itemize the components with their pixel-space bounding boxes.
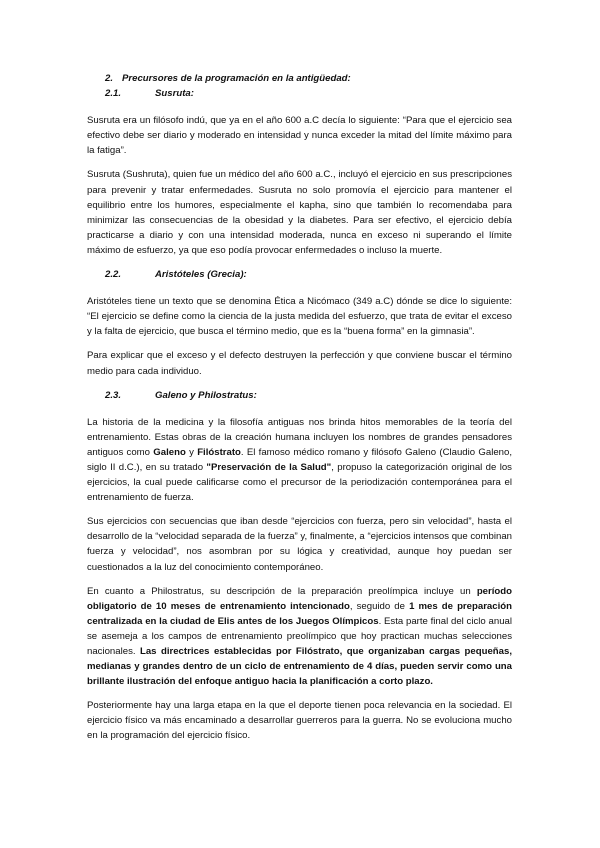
subsection-title: Aristóteles (Grecia): (155, 269, 247, 281)
subsection-heading-susruta (87, 86, 512, 101)
subsection-number: 2.3. (105, 389, 122, 401)
subsection-heading-aristoteles (87, 267, 512, 282)
text-run: En cuanto a Philostratus, su descripción de la preparación preolímpica incluye un (87, 585, 477, 597)
bold-text: Galeno (153, 446, 186, 458)
paragraph (87, 415, 512, 506)
text-run: . Esta parte final del ciclo anual se asemeja a los campos de entrenamiento preolímpico que hoy practican muchas selecciones nacionales. (87, 615, 512, 657)
paragraph: Sus ejercicios con secuencias que iban desde “ejercicios con fuerza, pero sin velocidad”, hasta el desarrollo de la “velocidad separada de la fuerza” y, finalmente, a “ejercicios intensos que combinan fuerza y velocidad”, nos asombran por su lógica y creatividad, aunque hoy puedan ser cuestionados a la luz del conocimiento contemporáneo. (87, 516, 512, 573)
paragraph: Para explicar que el exceso y el defecto destruyen la perfección y que conviene buscar el término medio para cada individuo. (87, 350, 512, 377)
bold-text: Filóstrato (197, 446, 241, 458)
subsection-title: Galeno y Philostratus: (155, 389, 257, 401)
bold-text: 1 mes de preparación centralizada en la ciudad de Elis antes de los Juegos Olímpicos (87, 600, 512, 627)
document-body (87, 71, 512, 753)
text-run: , propuso la categorización original de los ejercicios, la cual puede calificarse como el precursor de la periodización contemporánea para el entrenamiento de fuerza. (87, 461, 512, 504)
subsection-heading-galeno (87, 388, 512, 403)
bold-text: "Preservación de la Salud" (206, 461, 332, 473)
subsection-number: 2.1. (105, 88, 122, 100)
text-run: . El famoso médico romano y filósofo Galeno (Claudio Galeno, siglo II d.C.), en su tratado (87, 446, 512, 473)
subsection-number: 2.2. (105, 269, 122, 281)
section-heading-main (87, 71, 512, 86)
bold-text: Las directrices establecidas por Filóstrato, que organizaban cargas pequeñas, medianas y grandes dentro de un ciclo de entrenamiento de 4 días, pueden servir como una brillante ilustración del enfoque antiguo hacia la planificación a corto plazo. (87, 646, 512, 688)
text-run: y (185, 446, 198, 458)
paragraph: Posteriormente hay una larga etapa en la que el deporte tienen poca relevancia en la sociedad. El ejercicio físico va más encaminado a desarrollar guerreros para la guerra. No se evoluciona mucho en la programación del ejercicio físico. (87, 700, 512, 742)
text-run: , seguido de (349, 600, 410, 612)
paragraph (87, 584, 512, 690)
paragraph: Aristóteles tiene un texto que se denomina Ética a Nicómaco (349 a.C) dónde se dice lo siguiente: “El ejercicio se define como la ciencia de la justa medida del esfuerzo, que trata de evitar el exceso y la falta de ejercicio, que busca el término medio, que es la “buena forma” en la gimnasia”. (87, 296, 512, 338)
bold-text: período obligatorio de 10 meses de entrenamiento intencionado (87, 585, 512, 612)
paragraph: Susruta era un filósofo indú, que ya en el año 600 a.C decía lo siguiente: “Para que el ejercicio sea efectivo debe ser diario y moderado en intensidad y nunca exceder la mitad del límite máximo para la fatiga”. (87, 115, 512, 157)
subsection-title: Susruta: (155, 88, 194, 100)
text-run: La historia de la medicina y la filosofía antiguas nos brinda hitos memorables de la teoría del entrenamiento. Estas obras de la creación humana incluyen los nombres de grandes pensadores antiguos como (87, 416, 512, 458)
section-number: 2. (105, 73, 114, 84)
section-title: Precursores de la programación en la antigüedad: (122, 73, 351, 84)
paragraph: Susruta (Sushruta), quien fue un médico del año 600 a.C., incluyó el ejercicio en sus prescripciones para prevenir y tratar enfermedades. Susruta no solo promovía el ejercicio para mantener el equilibrio entre los humores, especialmente el kapha, sino que también lo recomendaba para minimizar las consecuencias de la obesidad y la diabetes. Para ser efectivo, el ejercicio debía practicarse a diario y con una intensidad moderada, nunca en exceso ni superando el límite máximo de esfuerzo, ya que eso podía provocar enfermedades o incluso la muerte. (87, 169, 512, 256)
